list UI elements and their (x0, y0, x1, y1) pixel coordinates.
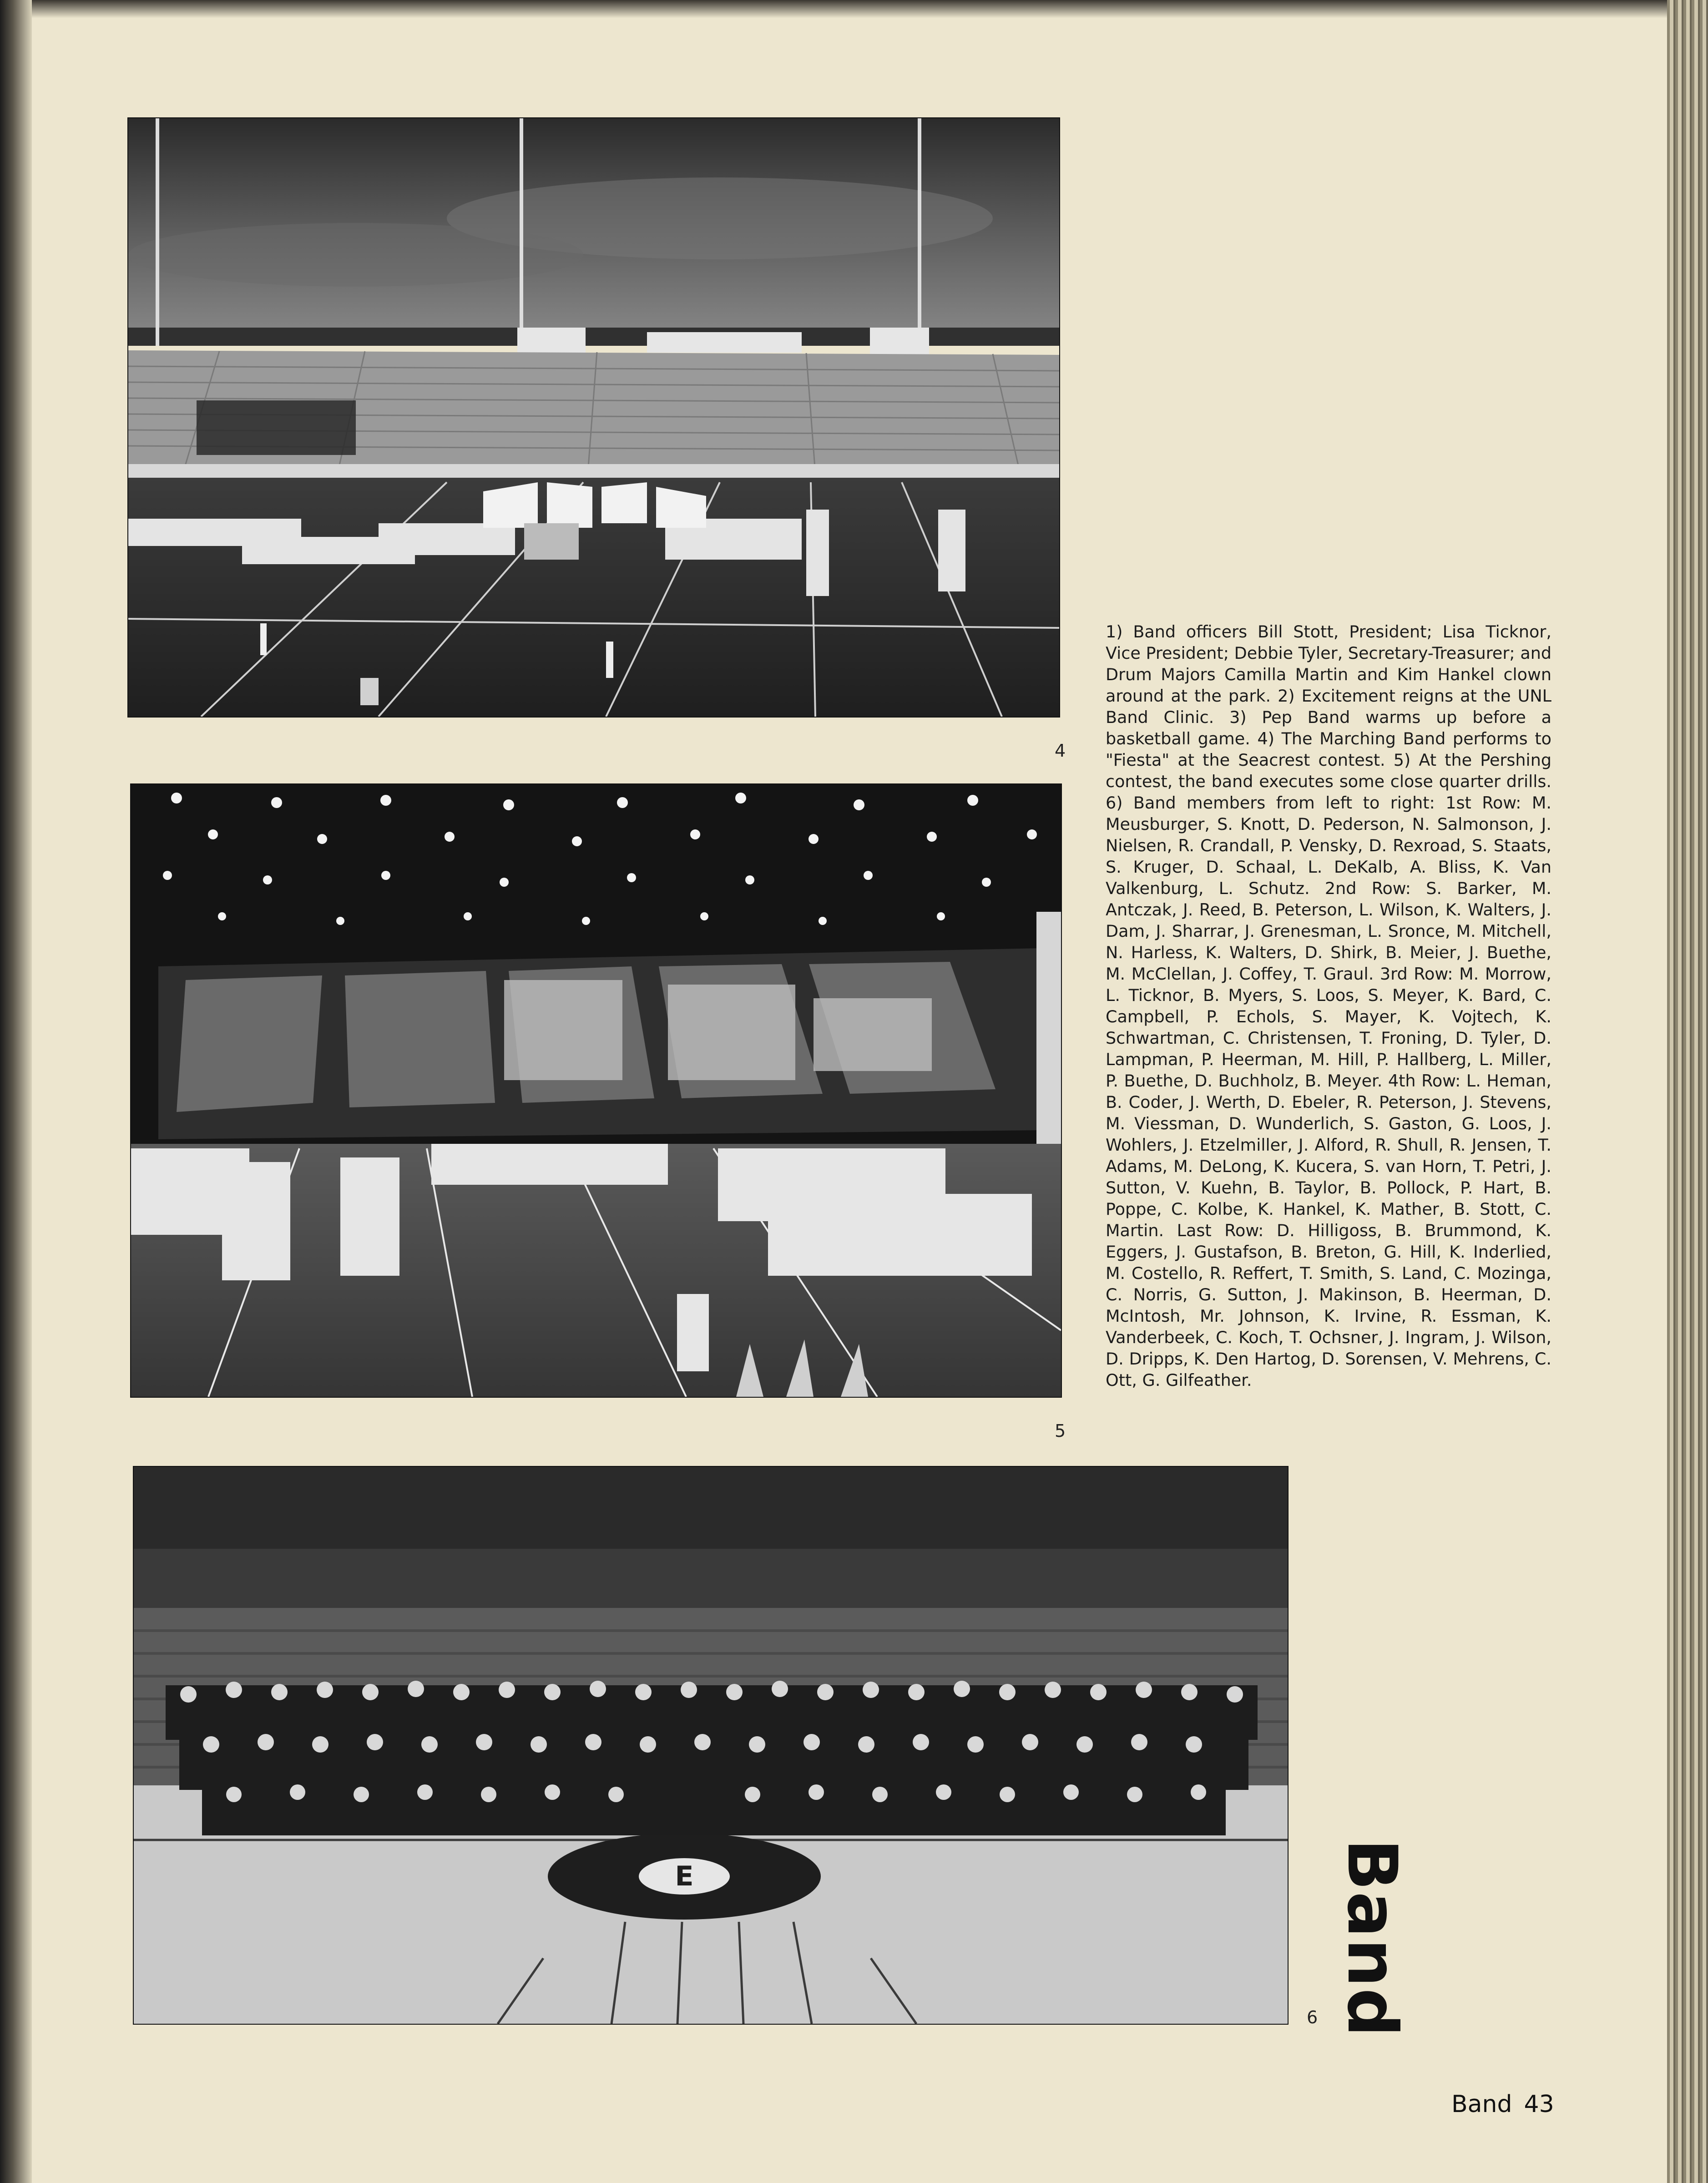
page-top-shadow (32, 0, 1667, 18)
photo-caption: 1) Band officers Bill Stott, President; Lisa Ticknor, Vice President; Debbie Tyler, Secretary-Treasurer; and Drum Majors Camilla Martin and Kim Hankel clown around at the park. 2) Excitement reigns at the UNL Band Clinic. 3) Pep Band warms up before a basketball game. 4) The Marching Band performs to "Fiesta" at the Seacrest contest. 5) At the Pershing contest, the band executes some close quarter drills. 6) Band members from left to right: 1st Row: M. Meusburger, S. Knott, D. Pederson, N. Salmonson, J. Nielsen, R. Crandall, P. Vensky, D. Rexroad, S. Staats, S. Kruger, D. Schaal, L. DeKalb, A. Bliss, K. Van Valkenburg, L. Schutz. 2nd Row: S. Barker, M. Antczak, J. Reed, B. Peterson, L. Wilson, K. Walters, J. Dam, J. Sharrar, J. Grenesman, L. Sronce, M. Mitchell, N. Harless, K. Walters, D. Shirk, B. Meier, J. Buethe, M. McClellan, J. Coffey, T. Graul. 3rd Row: M. Morrow, L. Ticknor, B. Myers, S. Loos, S. Meyer, K. Bard, C. Campbell, P. Echols, S. Mayer, K. Vojtech, K. Schwartman, C. Christensen, T. Froning, D. Tyler, D. Lampman, P. Heerman, M. Hill, P. Hallberg, L. Miller, P. Buethe, D. Buchholz, B. Meyer. 4th Row: L. Heman, B. Coder, J. Werth, D. Ebeler, R. Peterson, J. Stevens, M. Viessman, D. Wunderlich, S. Gaston, G. Loos, J. Wohlers, J. Etzelmiller, J. Alford, R. Shull, R. Jensen, T. Adams, M. DeLong, K. Kucera, S. van Horn, T. Petri, J. Sutton, V. Kuehn, B. Taylor, B. Pollock, P. Hart, B. Poppe, C. Kolbe, K. Hankel, K. Mather, B. Stott, C. Martin. Last Row: D. Hilligoss, B. Brummond, K. Eggers, J. Gustafson, B. Breton, G. Hill, K. Inderlied, M. Costello, R. Reffert, T. Smith, S. Land, C. Mozinga, C. Norris, G. Sutton, J. Makinson, B. Heerman, D. McIntosh, Mr. Johnson, K. Irvine, R. Essman, K. Vanderbeek, C. Koch, T. Ochsner, J. Ingram, J. Wilson, D. Dripps, K. Den Hartog, D. Sorensen, V. Mehrens, C. Ott, G. Gilfeather. (1106, 622, 1551, 1390)
footer-section-name: Band (1451, 2091, 1512, 2118)
photo-number-5: 5 (1055, 1421, 1066, 1441)
page-edge-stack (1667, 0, 1708, 2183)
page-binding-shadow (0, 0, 32, 2183)
photo-number-4: 4 (1055, 741, 1066, 761)
page-number: 43 (1524, 2091, 1554, 2118)
page-footer (1451, 2091, 1554, 2118)
section-title-text: Band (1332, 1839, 1411, 2038)
photo-marching-band-stadium (127, 117, 1060, 718)
photo-band-group-gym (133, 1466, 1289, 2025)
photo-number-6: 6 (1307, 2007, 1318, 2027)
svg-text:E: E (675, 1860, 694, 1892)
section-title-rotated (1332, 1839, 1411, 2038)
photo-marching-band-arena (130, 783, 1062, 1398)
